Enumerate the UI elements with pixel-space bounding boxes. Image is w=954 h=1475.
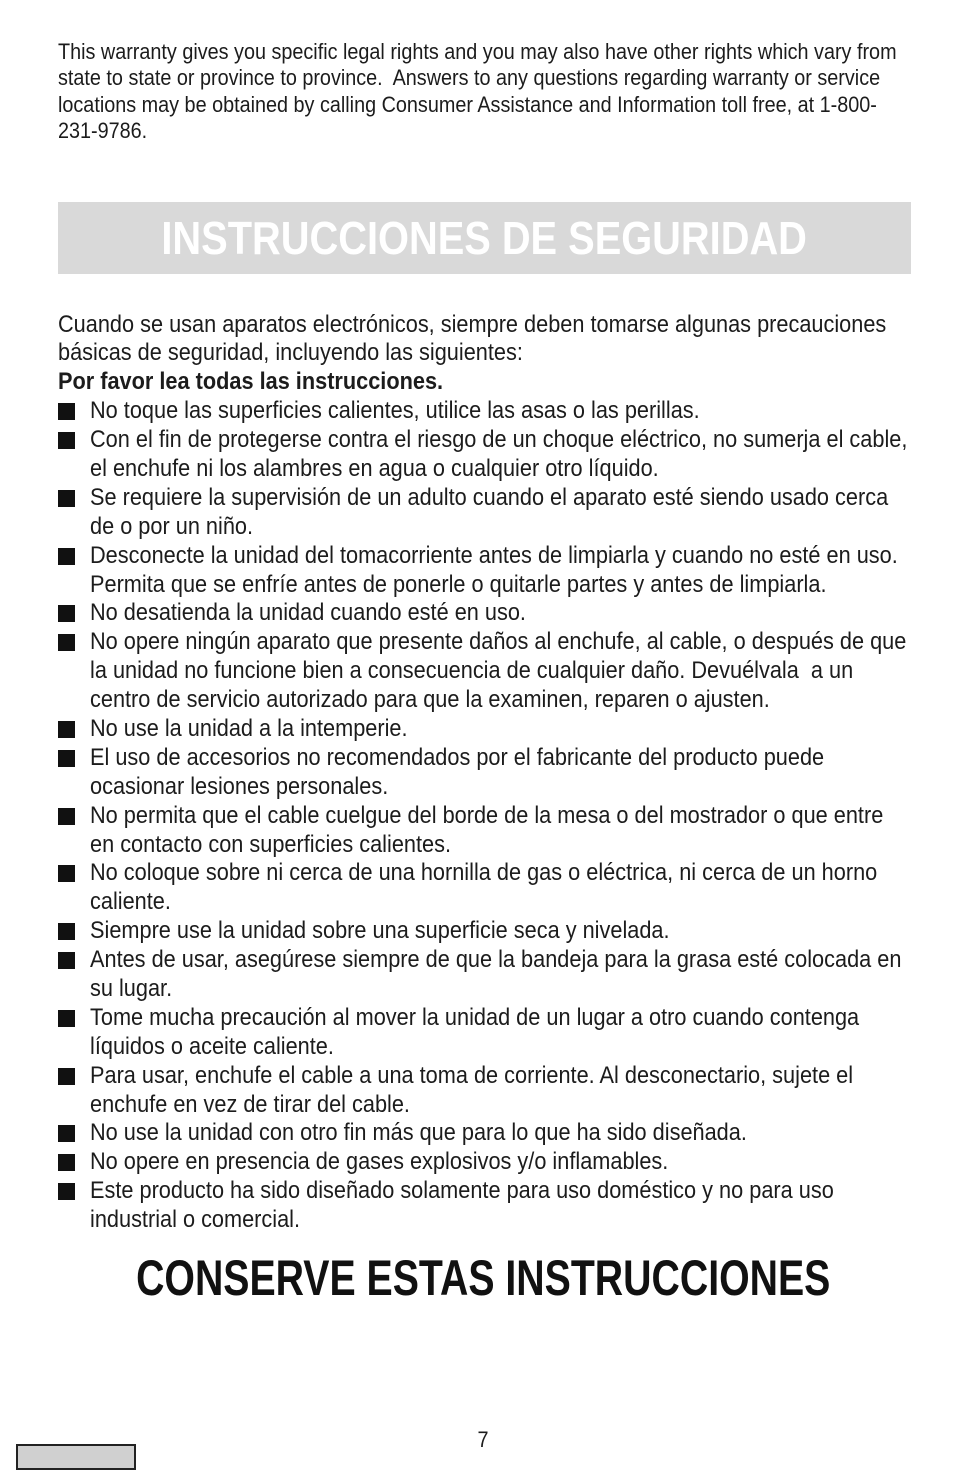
bullet-line: No opere en presencia de gases explosivos y/o inflamables.	[90, 1148, 669, 1176]
bullet-line: No opere ningún aparato que presente daños al enchufe, al cable, o después de que	[90, 628, 907, 656]
section-heading-box	[58, 202, 911, 274]
bullet-line: No use la unidad con otro fin más que para lo que ha sido diseñada.	[90, 1119, 747, 1147]
bullet-square-icon	[58, 923, 75, 940]
bullet-line: líquidos o aceite caliente.	[90, 1032, 334, 1060]
bullet-item	[58, 802, 911, 860]
bullet-item	[58, 542, 911, 600]
bullet-line: el enchufe ni los alambres en agua o cualquier otro líquido.	[90, 454, 659, 482]
bullet-line: No desatienda la unidad cuando esté en uso.	[90, 599, 526, 627]
warranty-line: state to state or province to province. Answers to any questions regarding warranty or service	[58, 65, 881, 91]
bullet-line: No toque las superficies calientes, utilice las asas o las perillas.	[90, 397, 700, 425]
bullet-square-icon	[58, 865, 75, 882]
intro-line: Cuando se usan aparatos electrónicos, siempre deben tomarse algunas precauciones	[58, 310, 887, 338]
bullet-square-icon	[58, 1068, 75, 1085]
closing-heading	[33, 1248, 933, 1308]
bullet-item	[58, 484, 911, 542]
bullet-square-icon	[58, 634, 75, 651]
bullet-item	[58, 426, 911, 484]
bullet-line: Para usar, enchufe el cable a una toma de corriente. Al desconectario, sujete el	[90, 1061, 854, 1089]
warranty-line: locations may be obtained by calling Consumer Assistance and Information toll free, at 1-800-	[58, 91, 877, 117]
bullet-line: la unidad no funcione bien a consecuencia de cualquier daño. Devuélvala a un	[90, 657, 854, 685]
bullet-square-icon	[58, 1010, 75, 1027]
bullet-item	[58, 917, 911, 946]
bullet-item	[58, 1004, 911, 1062]
bullet-item	[58, 1148, 911, 1177]
bullet-line: Tome mucha precaución al mover la unidad de un lugar a otro cuando contenga	[90, 1003, 860, 1031]
bullet-item	[58, 397, 911, 426]
warranty-line: 231-9786.	[58, 117, 148, 143]
bullet-line: ocasionar lesiones personales.	[90, 772, 389, 800]
bullet-square-icon	[58, 952, 75, 969]
bullet-square-icon	[58, 605, 75, 622]
bullet-line: Este producto ha sido diseñado solamente para uso doméstico y no para uso	[90, 1177, 834, 1205]
warranty-paragraph	[58, 39, 911, 144]
page-number: 7	[477, 1427, 489, 1452]
bullet-item	[58, 599, 911, 628]
footer-box	[16, 1444, 136, 1470]
bullet-square-icon	[58, 1154, 75, 1171]
bullet-item	[58, 946, 911, 1004]
bullet-line: No permita que el cable cuelgue del borde de la mesa o del mostrador o que entre	[90, 801, 884, 829]
bullet-line: Desconecte la unidad del tomacorriente antes de limpiarla y cuando no esté en uso.	[90, 541, 898, 569]
bullet-line: No use la unidad a la intemperie.	[90, 714, 408, 742]
bullet-item	[58, 1119, 911, 1148]
bullet-line: centro de servicio autorizado para que la examinen, reparen o ajusten.	[90, 686, 770, 714]
bullet-item	[58, 744, 911, 802]
bullet-square-icon	[58, 490, 75, 507]
bullet-line: Se requiere la supervisión de un adulto cuando el aparato esté siendo usado cerca	[90, 483, 889, 511]
intro-line: básicas de seguridad, incluyendo las siguientes:	[58, 339, 523, 367]
bullet-line: Siempre use la unidad sobre una superficie seca y nivelada.	[90, 917, 670, 945]
warranty-line: This warranty gives you specific legal rights and you may also have other rights which vary from	[58, 39, 897, 64]
bullet-line: El uso de accesorios no recomendados por el fabricante del producto puede	[90, 743, 825, 771]
bullet-square-icon	[58, 808, 75, 825]
section-title: INSTRUCCIONES DE SEGURIDAD	[161, 212, 808, 264]
bullet-line: enchufe en vez de tirar del cable.	[90, 1090, 410, 1118]
bullet-square-icon	[58, 721, 75, 738]
bullet-square-icon	[58, 548, 75, 565]
bullet-item	[58, 628, 911, 715]
bullet-line: su lugar.	[90, 974, 173, 1002]
bullet-line: industrial o comercial.	[90, 1206, 301, 1234]
safety-body	[58, 311, 911, 1236]
safety-bullet-list	[58, 397, 911, 1235]
bullet-line: en contacto con superficies calientes.	[90, 830, 452, 858]
bullet-square-icon	[58, 1183, 75, 1200]
bullet-line: caliente.	[90, 888, 171, 916]
bullet-item	[58, 1177, 911, 1235]
read-all-notice: Por favor lea todas las instrucciones.	[58, 368, 444, 396]
bullet-item	[58, 715, 911, 744]
bullet-line: Permita que se enfríe antes de ponerle o quitarle partes y antes de limpiarla.	[90, 570, 827, 598]
bullet-line: de o por un niño.	[90, 512, 254, 540]
bullet-line: Con el fin de protegerse contra el riesgo de un choque eléctrico, no sumerja el cable,	[90, 426, 908, 454]
bullet-square-icon	[58, 432, 75, 449]
closing-heading-text: CONSERVE ESTAS INSTRUCCIONES	[135, 1250, 831, 1306]
bullet-line: No coloque sobre ni cerca de una hornilla de gas o eléctrica, ni cerca de un horno	[90, 859, 878, 887]
bullet-item	[58, 1062, 911, 1120]
bullet-square-icon	[58, 1125, 75, 1142]
bullet-item	[58, 859, 911, 917]
bullet-line: Antes de usar, asegúrese siempre de que la bandeja para la grasa esté colocada en	[90, 946, 902, 974]
bullet-square-icon	[58, 750, 75, 767]
bullet-square-icon	[58, 403, 75, 420]
